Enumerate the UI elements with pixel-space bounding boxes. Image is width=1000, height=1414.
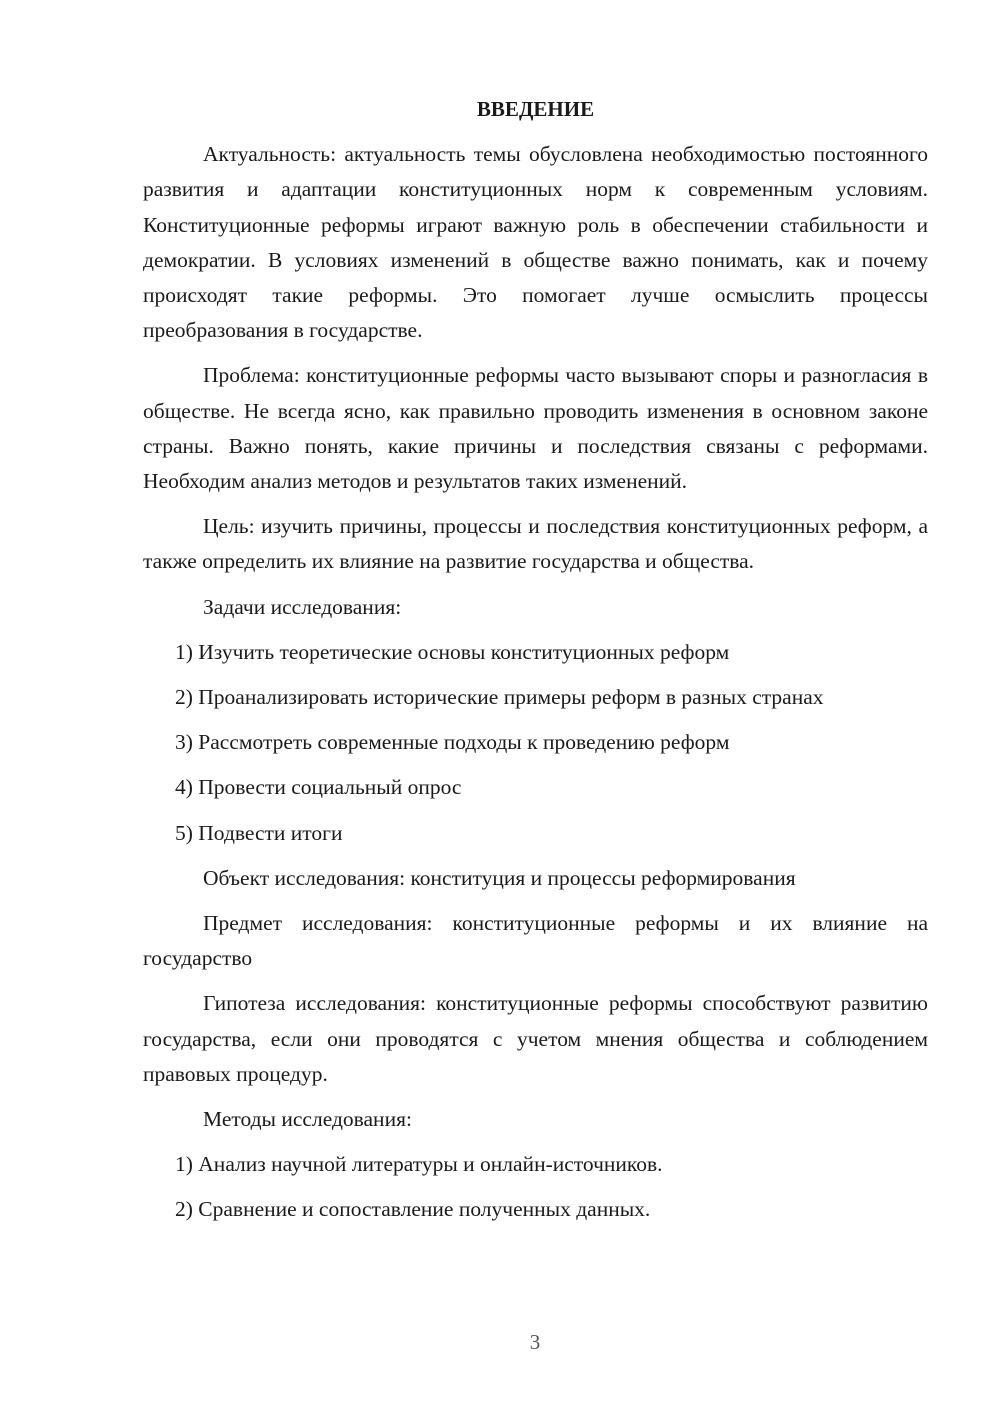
task-item: 5) Подвести итоги: [175, 820, 343, 845]
object-paragraph: Объект исследования: конституция и процессы реформирования: [203, 865, 796, 890]
subject-paragraph: Предмет исследования: конституционные реформы и их влияние на государство: [143, 911, 928, 971]
methods-heading: Методы исследования:: [203, 1107, 412, 1132]
task-item: 1) Изучить теоретические основы конституционных реформ: [175, 639, 730, 664]
document-page: [143, 92, 928, 1238]
problem-paragraph: Проблема: конституционные реформы часто вызывают споры и разногласия в обществе. Не всегда ясно, как правильно проводить изменения в основном законе страны. Важно понять, какие причины и последствия связаны с реформами. Необходим анализ методов и результатов таких изменений.: [143, 363, 928, 494]
task-item: 2) Проанализировать исторические примеры реформ в разных странах: [175, 685, 824, 710]
section-title: ВВЕДЕНИЕ: [476, 97, 595, 121]
goal-paragraph: Цель: изучить причины, процессы и последствия конституционных реформ, а также определить их влияние на развитие государства и общества.: [143, 514, 928, 574]
task-item: 3) Рассмотреть современные подходы к проведению реформ: [175, 730, 730, 755]
page-number: 3: [529, 1330, 541, 1354]
hypothesis-paragraph: Гипотеза исследования: конституционные реформы способствуют развитию государства, если они проводятся с учетом мнения общества и соблюдением правовых процедур.: [143, 991, 928, 1086]
tasks-heading: Задачи исследования:: [203, 594, 402, 619]
task-item: 4) Провести социальный опрос: [175, 775, 462, 800]
method-item: 1) Анализ научной литературы и онлайн-источников.: [175, 1152, 663, 1177]
relevance-paragraph: Актуальность: актуальность темы обусловлена необходимостью постоянного развития и адаптации конституционных норм к современным условиям. Конституционные реформы играют важную роль в обеспечении стабильности и демократии. В условиях изменений в обществе важно понимать, как и почему происходят такие реформы. Это помогает лучше осмыслить процессы преобразования в государстве.: [143, 142, 928, 343]
method-item: 2) Сравнение и сопоставление полученных данных.: [175, 1197, 651, 1222]
